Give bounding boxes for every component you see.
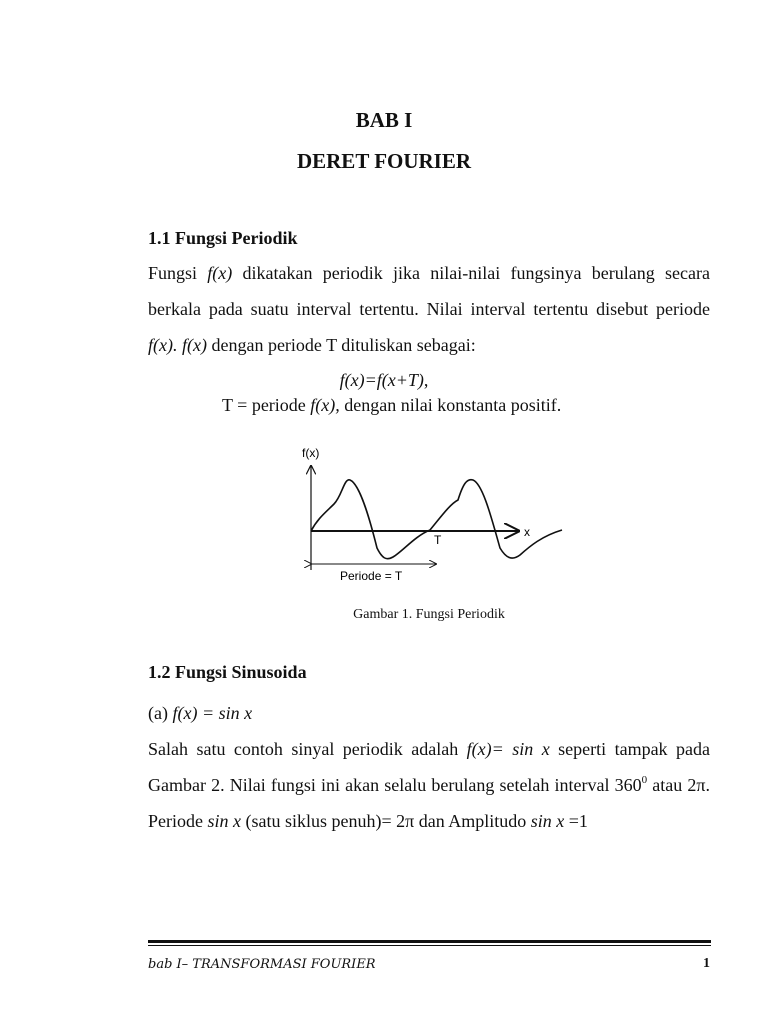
y-axis-label: f(x) [302, 446, 320, 460]
page-number: 1 [703, 956, 710, 971]
x-axis-label: x [524, 525, 530, 539]
math-fx: f(x). f(x) [148, 335, 207, 355]
period-marker-label: T [434, 533, 442, 547]
figure-1-caption: Gambar 1. Fungsi Periodik [353, 607, 505, 622]
text-run: atau 2π. Periode [148, 775, 710, 831]
text-run: dikatakan periodik jika nilai-nilai fungsinya berulang secara berkala pada suatu interval tertentu. Nilai interval tertentu disebut periode [148, 263, 710, 319]
periodic-function-figure [290, 440, 580, 590]
degree-superscript: 0 [641, 774, 648, 786]
item-a [148, 703, 252, 724]
section-1-paragraph [148, 255, 710, 363]
math-sin: sin x [530, 811, 565, 831]
chapter-label: BAB I [355, 108, 413, 132]
math-fx: f(x), [310, 395, 340, 415]
formula-text: f(x)=f(x+T) [339, 370, 424, 390]
text-run: dengan nilai konstanta positif. [339, 395, 562, 415]
footer-divider [148, 940, 711, 943]
period-definition [222, 395, 561, 416]
math-sin: sin x [207, 811, 241, 831]
chapter-title: DERET FOURIER [296, 149, 472, 173]
item-a-label: (a) [148, 703, 173, 723]
footer-divider-thin [148, 945, 711, 946]
section-2-paragraph [148, 731, 710, 839]
text-run: Salah satu contoh sinyal periodik adalah [148, 739, 467, 759]
formula-comma: , [423, 370, 429, 390]
text-run: T = periode [222, 395, 311, 415]
periodic-formula [0, 370, 768, 391]
text-run: seperti tampak pada Gambar 2. Nilai fungsi ini akan selalu berulang setelah interval 360 [148, 739, 710, 795]
text-run: =1 [564, 811, 588, 831]
footer-title: bab I– TRANSFORMASI FOURIER [148, 957, 376, 972]
section-2-heading: 1.2 Fungsi Sinusoida [148, 662, 307, 682]
text-run: Fungsi [148, 263, 208, 283]
math-fx: f(x)= sin x [466, 739, 550, 759]
math-fx: f(x) [207, 263, 233, 283]
text-run: (satu siklus penuh)= 2π dan Amplitudo [240, 811, 531, 831]
text-run: dengan periode T dituliskan sebagai: [206, 335, 476, 355]
period-span-label: Periode = T [340, 569, 403, 583]
item-a-formula: f(x) = sin x [172, 703, 253, 723]
section-1-heading: 1.1 Fungsi Periodik [148, 228, 298, 248]
